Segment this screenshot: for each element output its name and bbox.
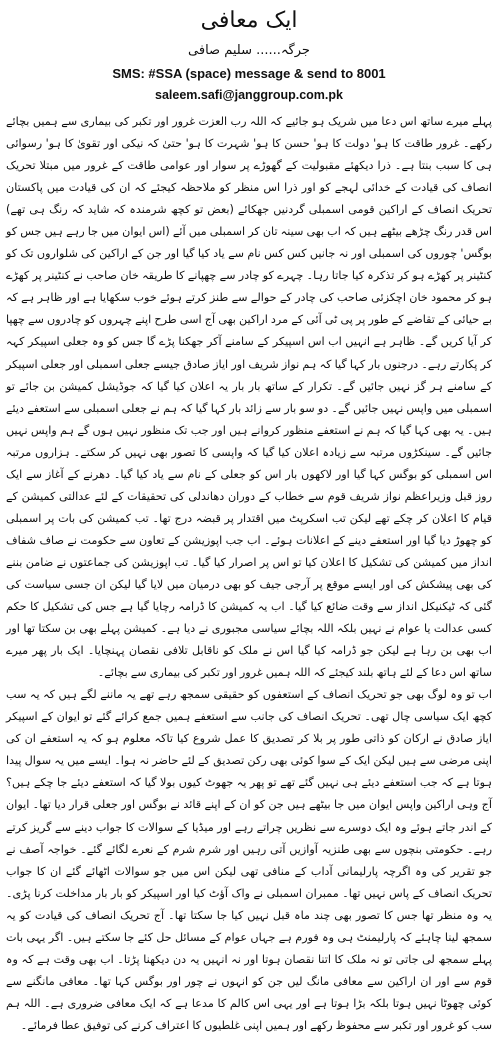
- author-email: saleem.safi@janggroup.com.pk: [155, 88, 343, 102]
- article-header: [4, 6, 494, 103]
- article-byline: جرگہ...... سلیم صافی: [188, 43, 310, 58]
- paragraph: پہلے میرے ساتھ اس دعا میں شریک ہو جائیے کہ اللہ رب العزت غرور اور تکبر کی بیماری سے ہمیں بچائے رکھے۔ غرور طاقت کا ہو' دولت کا ہو' حسن کا ہو' شہرت کا ہو' حتیٰ کہ نیکی اور تقویٰ کا ہو' رسوائی ہی کا سبب بنتا ہے۔ ذرا دیکھئے مقبولیت کے گھوڑے پر سوار اور عوامی طاقت کے غرور میں مبتلا تحریک انصاف کی قیادت کے خدائی لہجے کو اور ذرا اس منظر کو ملاحظہ کیجئے کہ ان کی قیادت میں پاکستان تحریک انصاف کے اراکین قومی اسمبلی گردنیں جھکائے (بعض تو کچھ شرمندہ کہ شاید کہ رنگ ہی تھے) اس قدر رنگ چڑھے بیٹھے ہیں کہ اب بھی سینہ تان کر اسمبلی میں آئے (اس ایوان میں جا رہے ہیں جس کو بوگس' چوروں کی اسمبلی اور نہ جانیں کس کس نام سے یاد کیا گیا اور جن کے اراکین کی شلواروں تک کو کنٹینر پر کھڑے ہو کر تذکرہ کیا جاتا رہا۔ چہرے کو چادر سے چھپانے کا طریقہ خان صاحب نے کنٹینر پر کھڑے ہو کر محمود خان اچکزئی صاحب کی چادر کے حوالے سے طنز کرتے ہوئے خوب سکھایا ہے اور ظاہر ہے کہ بے حیائی کے تقاضے کے طور پر پی ٹی آئی کے مرد اراکین بھی آج اسی طرح اپنے چہروں کو چادروں سے چھپا کر آیا کریں گے۔ ظاہر ہے انہیں اب اس اسپیکر کے سامنے آکر جھکنا پڑے گا جس کو وہ جعلی اسپیکر کہہ کر پکارتے رہے۔ درجنوں بار کہا گیا کہ ہم نواز شریف اور ایاز صادق جیسے جعلی اسمبلی اور جعلی اسپیکر کے سامنے ہر گز نہیں جائیں گے۔ تکرار کے ساتھ بار بار یہ اعلان کیا گیا کہ جوڈیشل کمیشن بن جائے تو اسمبلی میں واپس نہیں جائیں گے۔ دو سو بار سے زائد بار کہا گیا کہ ہم نے جعلی اسمبلی سے استعفے دیئے ہیں۔ یہ بھی کہا گیا کہ ہم نے استعفے منظور کروانے ہیں اور جب تک منظور نہیں ہوں گے ہم واپس نہیں جائیں گے۔ سینکڑوں مرتبہ سے زیادہ اعلان کیا گیا کہ واپسی کا تصور بھی نہیں کر سکتے۔ ہزاروں مرتبہ اس اسمبلی کو بوگس کہا گیا اور لاکھوں بار اس کو جعلی کے نام سے یاد کیا گیا۔ دھرنے کے آغاز سے ایک روز قبل وزیراعظم نواز شریف قوم سے خطاب کے دوران دھاندلی کی تحقیقات کے لئے عدالتی کمیشن کے قیام کا اعلان کر چکے تھے لیکن تب اسکرپٹ میں اقتدار پر قبضہ درج تھا۔ تب کمیشن کی بات پر اسمبلی کو چھوڑ دیا گیا اور استعفے دینے کے اعلانات ہوئے۔ اب جب اپوزیشن کے تعاون سے حکومت نے صاف شفاف انداز میں کمیشن کی تشکیل کا اعلان کیا تو اس پر اصرار کیا گیا۔ تب اپوزیشن کی جماعتوں نے ضامن بننے کی بھی پیشکش کی اور ایسے موقع پر آرجی جیف کو بھی درمیان میں لایا گیا لیکن ان جسی سیاست کی گئی کہ ٹیکنیکل انداز سے وقت ضائع کیا گیا۔ اب یہ کمیشن کا ڈرامہ رچایا گیا ہے جس کی تشکیل کا حکم کسی عدالت یا عوام نے نہیں بلکہ اللہ بچائے سیاسی مجبوری نے دیا ہے۔ کمیشن پہلے بھی بن سکتا تھا اور اب بھی بن رہا ہے لیکن جو ڈرامہ کیا گیا اس نے ملک کو ناقابل تلافی نقصان پہنچایا۔ ایک بار پھر میرے ساتھ اس دعا کے لئے ہاتھ بلند کیجئے کہ اللہ ہمیں غرور اور تکبر کی بیماری سے بچائے۔: [6, 115, 492, 680]
- article-body: [4, 111, 494, 1037]
- paragraph: اب تو وہ لوگ بھی جو تحریک انصاف کے استعفوں کو حقیقی سمجھ رہے تھے یہ ماننے لگے ہیں کہ یہ سب کچھ ایک سیاسی چال تھی۔ تحریک انصاف کی جانب سے استعفے ہمیں جمع کرائے گئے تو ایوان کے اسپیکر ایاز صادق نے ارکان کو ذاتی طور پر بلا کر تصدیق کا عمل شروع کیا تاکہ معلوم ہو کہ یہ استعفے ان کی اپنی مرضی سے ہیں لیکن ایک کے سوا کوئی بھی رکن تصدیق کے لئے حاضر نہ ہوا۔ ایسے میں یہ سوال پیدا ہوتا ہے کہ جب استعفے دیئے ہی نہیں گئے تھے تو پھر یہ جھوٹ کیوں بولا گیا کہ استعفے دیئے جا چکے ہیں؟ آج وہی اراکین واپس ایوان میں جا بیٹھے ہیں جن کو ان کے اپنے قائد نے بوگس اور جعلی قرار دیا تھا۔ ایوان کے اندر جاتے ہوئے وہ ایک دوسرے سے نظریں چراتے رہے اور میڈیا کے سوالات کا جواب دینے سے گریز کرتے رہے۔ حکومتی بنچوں سے بھی طنزیہ آوازیں آتی رہیں اور شرم شرم کے نعرے لگائے گئے۔ خواجہ آصف نے جو تقریر کی وہ اگرچہ پارلیمانی آداب کے منافی تھی لیکن اس میں جو سوالات اٹھائے گئے ان کا جواب تحریک انصاف کے پاس نہیں تھا۔ ممبران اسمبلی نے واک آؤٹ کیا اور اسپیکر کو بار بار مداخلت کرنا پڑی۔ یہ وہ منظر تھا جس کا تصور بھی چند ماہ قبل نہیں کیا جا سکتا تھا۔ آج تحریک انصاف کی قیادت کو یہ سمجھ لینا چاہئے کہ پارلیمنٹ ہی وہ فورم ہے جہاں عوام کے مسائل حل کئے جا سکتے ہیں۔ اگر یہی بات پہلے سمجھ لی جاتی تو نہ ملک کا اتنا نقصان ہوتا اور نہ انہیں یہ دن دیکھنا پڑتا۔ اب بھی وقت ہے کہ وہ قوم سے اور ان اراکین سے معافی مانگ لیں جن کو انہوں نے چور اور بوگس کہا تھا۔ معافی مانگنے سے کوئی چھوٹا نہیں ہوتا بلکہ بڑا ہوتا ہے اور یہی اس کالم کا مدعا ہے کہ ایک معافی ضروری ہے۔ اللہ ہم سب کو غرور اور تکبر سے محفوظ رکھے اور ہمیں اپنی غلطیوں کا اعتراف کرنے کی توفیق عطا فرمائے۔: [6, 688, 492, 1032]
- sms-info: SMS: #SSA (space) message & send to 8001: [112, 66, 386, 81]
- article-title: ایک معافی: [200, 8, 298, 33]
